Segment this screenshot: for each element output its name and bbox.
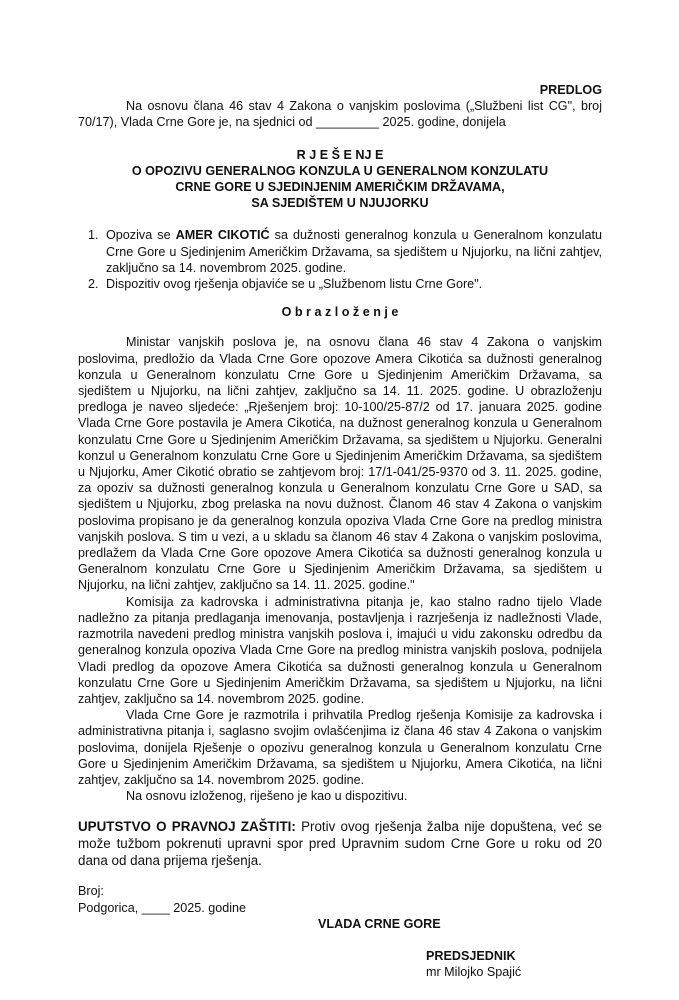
title-line: SA SJEDIŠTEM U NJUJORKU (251, 196, 429, 211)
proposal-label: PREDLOG (539, 83, 602, 97)
title-line: O OPOZIVU GENERALNOG KONZULA U GENERALNOM KONZULATU (131, 163, 549, 178)
place-date: Podgorica, ____ 2025. godine (78, 900, 247, 915)
title-heading: R J E Š E NJ E (296, 147, 384, 162)
list-item: 1. Opoziva se AMER CIKOTIĆ sa dužnosti generalnog konzula u Generalnom konzulatu Crne Gore u Sjedinjenim Američkim Državama, sa sjedištem u Njujorku, na lični zahtjev, zaključno sa 14. novembrom 2025. godine. (102, 227, 602, 276)
paragraph: Na osnovu izloženog, riješeno je kao u dispozitivu. (126, 789, 408, 804)
legal-remedy: UPUTSTVO O PRAVNOJ ZAŠTITI: Protiv ovog rješenja žalba nije dopuštena, već se može tužbom pokrenuti upravni spor pred Upravnim sudom Crne Gore u roku od 20 dana od dana prijema rješenja. (78, 819, 602, 869)
paragraph: Vlada Crne Gore je razmotrila i prihvatila Predlog rješenja Komisije za kadrovska i administrativna pitanja i, saglasno svojim ovlašćenjima iz člana 46 stav 4 Zakona o vanjskim poslovima, donijela Rješenje o opozivu generalnog konzula u Generalnom konzulatu Crne Gore u Sjedinjenim Američkim Državama, sa sjedištem u Njujorku, Amera Cikotića, na lični zahtjev, zaključno sa 14. novembrom 2025. godine. (78, 708, 602, 787)
preamble: Na osnovu člana 46 stav 4 Zakona o vanjskim poslovima („Službeni list CG", broj 70/17), Vlada Crne Gore je, na sjednici od _________ 2025. godine, donijela (78, 99, 602, 130)
document-title (78, 147, 602, 212)
title-line: CRNE GORE U SJEDINJENIM AMERIČKIM DRŽAVAMA, (175, 180, 505, 195)
reasoning-body (78, 334, 602, 804)
number-label: Broj: (78, 884, 104, 899)
paragraph: Ministar vanjskih poslova je, na osnovu člana 46 stav 4 Zakona o vanjskim poslovima, predložio da Vlada Crne Gore opozove Amera Cikotića sa dužnosti generalnog konzula u Generalnom konzulatu Crne Gore u Sjedinjenim Američkim Državama, sa sjedištem u Njujorku, na lični zahtjev, zaključno sa 14. 11. 2025. godine. U obrazloženju predloga je naveo sljedeće: „Rješenjem broj: 10-100/25-87/2 od 17. januara 2025. godine Vlada Crne Gore postavila je Amera Cikotića, na dužnost generalnog konzula u Generalnom konzulatu Crne Gore u Sjedinjenim Američkim Državama, sa sjedištem u Njujorku. Generalni konzul u Generalnom konzulatu Crne Gore u Sjedinjenim Američkim Državama, sa sjedištem u Njujorku, Amer Cikotić obratio se zahtjevom broj: 17/1-041/25-9370 od 3. 11. 2025. godine, za opoziv sa dužnosti generalnog konzula u Generalnom konzulatu Crne Gore u SAD, sa sjedištem u Njujorku, zbog prelaska na novu dužnost. Članom 46 stav 4 Zakona o vanjskim poslovima propisano je da generalnog konzula opoziva Vlada Crne Gore na predlog ministra vanjskih poslova. S tim u vezi, a u skladu sa članom 46 stav 4 Zakona o vanjskim poslovima, predlažem da Vlada Crne Gore opozove Amera Cikotića sa dužnosti generalnog konzula u Generalnom konzulatu Crne Gore u Sjedinjenim Američkim Državama, sa sjedištem u Njujorku, na lični zahtjev, zaključno sa 14. 11. 2025. godine." (78, 335, 602, 593)
president-name: mr Milojko Spajić (426, 965, 522, 980)
list-item: 2. Dispozitiv ovog rješenja objaviće se u „Službenom listu Crne Gore". (102, 276, 602, 292)
president-title: PREDSJEDNIK (426, 948, 516, 963)
paragraph: Komisija za kadrovska i administrativna pitanja je, kao stalno radno tijelo Vlade nadležno za pitanja predlaganja imenovanja, postavljenja i razrješenja iz nadležnosti Vlade, razmotrila navedeni predlog ministra vanjskih poslova i, imajući u vidu zakonsku odredbu da generalnog konzula opoziva Vlada Crne Gore na predlog ministra vanjskih poslova, podnijela Vladi predlog da opozove Amera Cikotića sa dužnosti generalnog konzula u Generalnom konzulatu Crne Gore u Sjedinjenim Američkim Državama, sa sjedištem u Njujorku, na lični zahtjev, zaključno sa 14. novembrom 2025. godine. (78, 594, 602, 706)
reasoning-heading: O b r a z l o ž e n j e (281, 305, 399, 320)
disposition-list (58, 227, 602, 292)
government-name: VLADA CRNE GORE (318, 916, 441, 931)
